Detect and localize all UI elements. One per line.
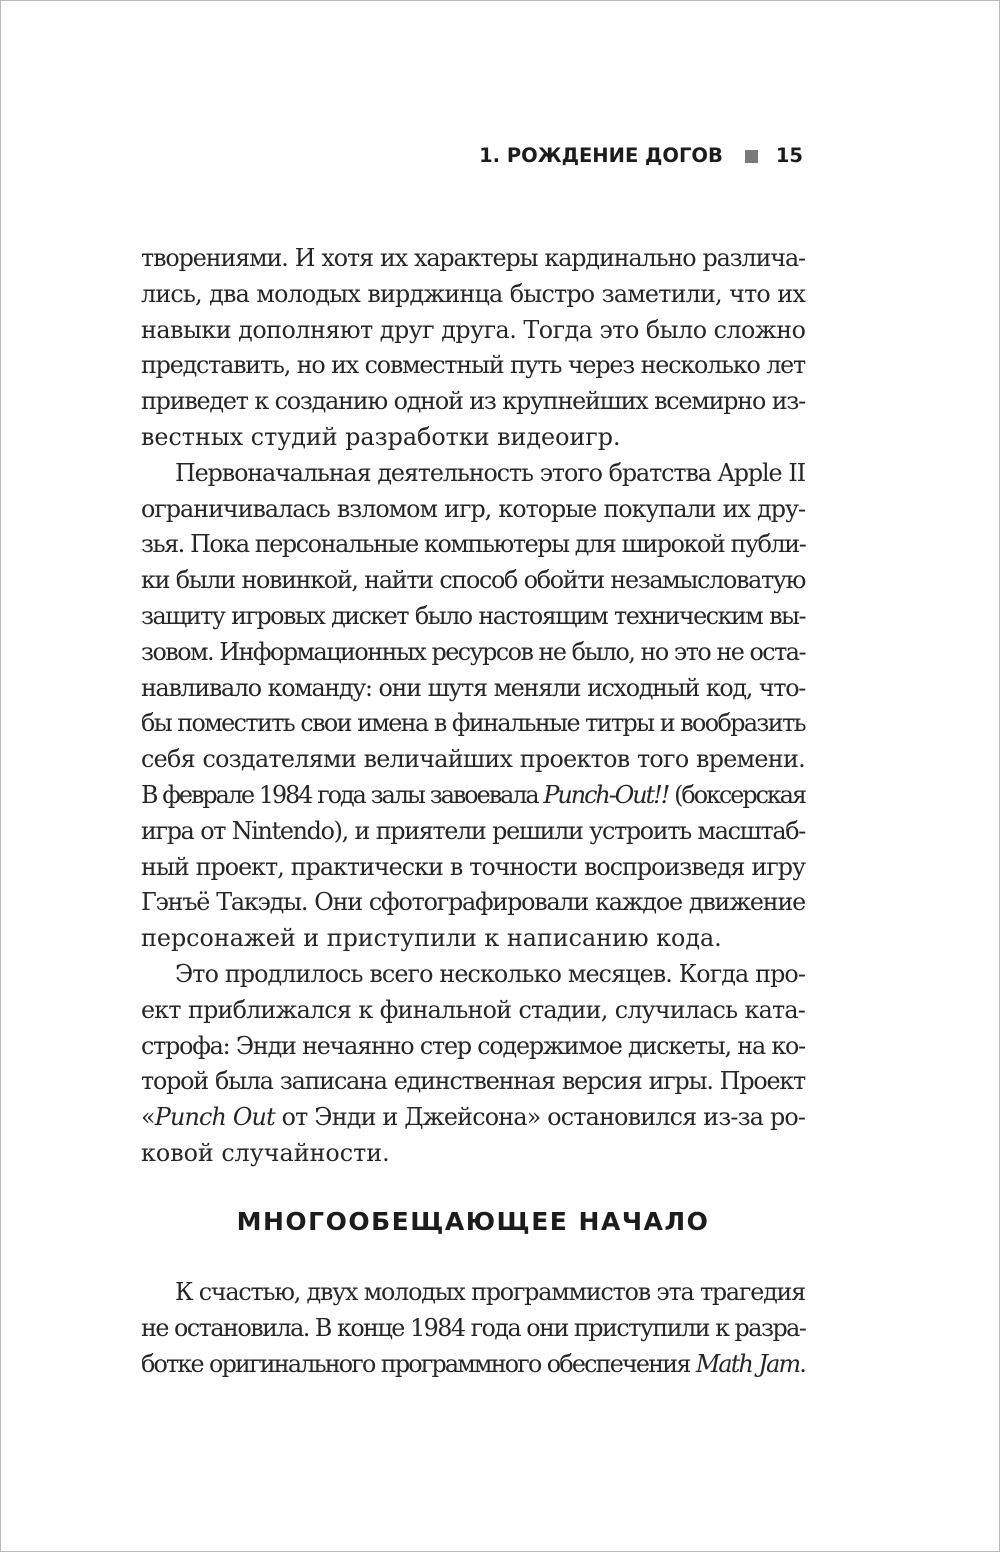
text-line: бы поместить свои имена в финальные титры и вообразить <box>141 709 805 738</box>
software-title-italic: Math Jam <box>695 1349 800 1378</box>
game-title-italic: Punch-Out!! <box>543 780 669 809</box>
text-line: вестных студий разработки видеоигр. <box>141 422 621 451</box>
text-line: торой была записана единственная версия игры. Проект <box>141 1067 805 1096</box>
text-line: строфа: Энди нечаянно стер содержимое дискеты, на ко- <box>141 1031 805 1060</box>
text-line: зовом. Информационных ресурсов не было, но это не оста- <box>141 637 805 666</box>
text-line: Это продлилось всего несколько месяцев. Когда про- <box>175 959 805 988</box>
text-line: защиту игровых дискет было настоящим техническим вы- <box>141 601 805 630</box>
text-line <box>141 1100 805 1136</box>
text-run: « <box>141 1103 155 1132</box>
text-line: персонажей и приступили к написанию кода. <box>141 924 722 953</box>
text-line: Первоначальная деятельность этого братства Apple II <box>175 458 805 487</box>
text-run: ботке оригинального программного обеспечения <box>141 1349 690 1378</box>
text-line: представить, но их совместный путь через несколько лет <box>141 351 805 380</box>
text-run: от Энди и Джейсона» остановился из-за ро- <box>281 1103 806 1132</box>
game-title-italic: Punch Out <box>154 1103 275 1132</box>
square-separator-icon <box>745 150 758 163</box>
text-line: приведет к созданию одной из крупнейших всемирно из- <box>141 387 805 416</box>
text-line: себя создателями величайших проектов того времени. <box>141 745 805 774</box>
text-line: навыки дополняют друг друга. Тогда это было сложно <box>141 315 806 344</box>
chapter-title: 1. РОЖДЕНИЕ ДОГОВ <box>479 144 723 167</box>
text-line: ограничивалась взломом игр, которые покупали их дру- <box>141 494 805 523</box>
text-line: зья. Пока персональные компьютеры для широкой публи- <box>141 530 806 559</box>
text-line: ный проект, практически в точности воспроизведя игру <box>141 852 805 881</box>
main-text-continued <box>141 1275 805 1382</box>
page-number: 15 <box>775 144 803 167</box>
section-heading: МНОГООБЕЩАЮЩЕЕ НАЧАЛО <box>236 1207 710 1236</box>
main-text <box>141 241 805 1172</box>
text-line: не остановила. В конце 1984 года они приступили к разра- <box>141 1313 806 1342</box>
text-line: К счастью, двух молодых программистов эта трагедия <box>175 1278 805 1306</box>
text-line: Гэнъё Такэды. Они сфотографировали каждое движение <box>141 888 805 917</box>
text-line: лись, два молодых вирджинца быстро заметили, что их <box>141 279 805 308</box>
text-run: В феврале 1984 года залы завоевала <box>141 780 538 809</box>
text-line: игра от Nintendo), и приятели решили устроить масштаб- <box>141 816 805 845</box>
text-line <box>141 1347 805 1383</box>
text-line: ковой случайности. <box>141 1138 390 1167</box>
text-run: (боксерская <box>674 780 805 809</box>
text-line: творениями. И хотя их характеры кардинально различа- <box>141 244 805 272</box>
running-header <box>479 144 803 167</box>
text-run: . <box>799 1349 805 1378</box>
text-line: ки были новинкой, найти способ обойти незамысловатую <box>141 566 805 595</box>
text-line: навливало команду: они шутя меняли исходный код, что- <box>141 673 805 702</box>
text-line: ект приближался к финальной стадии, случилась ката- <box>141 995 805 1024</box>
text-line <box>141 778 805 814</box>
